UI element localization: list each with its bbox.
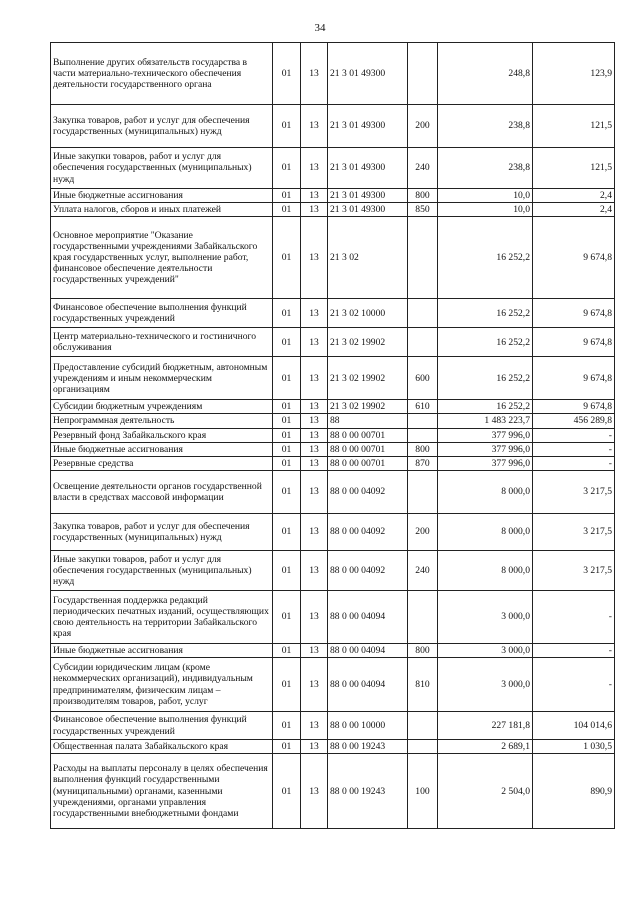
table-row — [51, 414, 615, 428]
row-target-code-cell: 88 0 00 04094 — [328, 643, 408, 657]
table-row — [51, 442, 615, 456]
row-actual-value-cell: 3 217,5 — [533, 550, 615, 590]
row-section-cell: 01 — [273, 400, 301, 414]
row-expense-type-cell: 240 — [408, 550, 438, 590]
row-actual-value-cell: - — [533, 658, 615, 712]
table-row — [51, 428, 615, 442]
row-expense-type-cell: 100 — [408, 754, 438, 829]
row-actual-value-cell: - — [533, 643, 615, 657]
row-name-cell: Освещение деятельности органов государственной власти в средствах массовой информации — [51, 470, 273, 513]
row-expense-type-cell: 850 — [408, 203, 438, 217]
row-subsection-cell: 13 — [301, 43, 328, 105]
row-expense-type-cell — [408, 217, 438, 299]
row-subsection-cell: 13 — [301, 740, 328, 754]
row-subsection-cell: 13 — [301, 203, 328, 217]
row-section-cell: 01 — [273, 105, 301, 148]
row-section-cell: 01 — [273, 442, 301, 456]
row-actual-value-cell: 9 674,8 — [533, 357, 615, 400]
row-actual-value-cell: 3 217,5 — [533, 513, 615, 550]
row-expense-type-cell: 800 — [408, 643, 438, 657]
row-name-cell: Резервный фонд Забайкальского края — [51, 428, 273, 442]
row-plan-value-cell: 1 483 223,7 — [438, 414, 533, 428]
row-name-cell: Закупка товаров, работ и услуг для обеспечения государственных (муниципальных) нужд — [51, 105, 273, 148]
row-subsection-cell: 13 — [301, 217, 328, 299]
row-plan-value-cell: 16 252,2 — [438, 217, 533, 299]
row-target-code-cell: 21 3 01 49300 — [328, 148, 408, 189]
row-actual-value-cell: 1 030,5 — [533, 740, 615, 754]
row-plan-value-cell: 2 689,1 — [438, 740, 533, 754]
row-plan-value-cell: 377 996,0 — [438, 442, 533, 456]
row-actual-value-cell: 890,9 — [533, 754, 615, 829]
table-row — [51, 740, 615, 754]
row-actual-value-cell: - — [533, 590, 615, 643]
row-actual-value-cell: 2,4 — [533, 203, 615, 217]
row-name-cell: Иные бюджетные ассигнования — [51, 643, 273, 657]
row-expense-type-cell — [408, 299, 438, 328]
table-row — [51, 148, 615, 189]
row-name-cell: Финансовое обеспечение выполнения функций государственных учреждений — [51, 712, 273, 740]
row-expense-type-cell: 200 — [408, 513, 438, 550]
row-actual-value-cell: - — [533, 442, 615, 456]
row-section-cell: 01 — [273, 590, 301, 643]
row-section-cell: 01 — [273, 550, 301, 590]
row-target-code-cell: 88 0 00 19243 — [328, 740, 408, 754]
row-target-code-cell: 88 0 00 04094 — [328, 658, 408, 712]
row-section-cell: 01 — [273, 328, 301, 357]
row-section-cell: 01 — [273, 658, 301, 712]
row-name-cell: Уплата налогов, сборов и иных платежей — [51, 203, 273, 217]
table-row — [51, 658, 615, 712]
row-section-cell: 01 — [273, 414, 301, 428]
row-name-cell: Закупка товаров, работ и услуг для обеспечения государственных (муниципальных) нужд — [51, 513, 273, 550]
row-plan-value-cell: 10,0 — [438, 189, 533, 203]
row-section-cell: 01 — [273, 428, 301, 442]
row-name-cell: Общественная палата Забайкальского края — [51, 740, 273, 754]
row-subsection-cell: 13 — [301, 328, 328, 357]
row-name-cell: Иные закупки товаров, работ и услуг для обеспечения государственных (муниципальных) нужд — [51, 550, 273, 590]
row-subsection-cell: 13 — [301, 148, 328, 189]
row-actual-value-cell: - — [533, 456, 615, 470]
row-name-cell: Иные закупки товаров, работ и услуг для обеспечения государственных (муниципальных) нужд — [51, 148, 273, 189]
row-expense-type-cell — [408, 328, 438, 357]
row-plan-value-cell: 2 504,0 — [438, 754, 533, 829]
row-expense-type-cell: 240 — [408, 148, 438, 189]
row-target-code-cell: 88 0 00 19243 — [328, 754, 408, 829]
table-row — [51, 217, 615, 299]
row-subsection-cell: 13 — [301, 643, 328, 657]
row-target-code-cell: 88 0 00 00701 — [328, 442, 408, 456]
row-plan-value-cell: 8 000,0 — [438, 470, 533, 513]
row-subsection-cell: 13 — [301, 442, 328, 456]
row-section-cell: 01 — [273, 712, 301, 740]
row-name-cell: Резервные средства — [51, 456, 273, 470]
row-expense-type-cell: 800 — [408, 442, 438, 456]
row-subsection-cell: 13 — [301, 550, 328, 590]
row-plan-value-cell: 10,0 — [438, 203, 533, 217]
row-actual-value-cell: - — [533, 428, 615, 442]
row-name-cell: Центр материально-технического и гостиничного обслуживания — [51, 328, 273, 357]
row-name-cell: Государственная поддержка редакций периодических печатных изданий, осуществляющих свою деятельность на территории Забайкальского края — [51, 590, 273, 643]
row-expense-type-cell — [408, 470, 438, 513]
row-section-cell: 01 — [273, 456, 301, 470]
row-plan-value-cell: 16 252,2 — [438, 299, 533, 328]
row-plan-value-cell: 16 252,2 — [438, 400, 533, 414]
row-section-cell: 01 — [273, 513, 301, 550]
row-name-cell: Основное мероприятие "Оказание государственными учреждениями Забайкальского края государственных услуг, выполнение работ, финансовое обеспечение деятельности государственных учреждений" — [51, 217, 273, 299]
row-actual-value-cell: 123,9 — [533, 43, 615, 105]
row-expense-type-cell — [408, 428, 438, 442]
row-plan-value-cell: 248,8 — [438, 43, 533, 105]
row-name-cell: Предоставление субсидий бюджетным, автономным учреждениям и иным некоммерческим организациям — [51, 357, 273, 400]
table-row — [51, 470, 615, 513]
table-row — [51, 456, 615, 470]
row-actual-value-cell: 9 674,8 — [533, 400, 615, 414]
row-target-code-cell: 21 3 02 19902 — [328, 400, 408, 414]
row-subsection-cell: 13 — [301, 189, 328, 203]
row-subsection-cell: 13 — [301, 428, 328, 442]
row-expense-type-cell — [408, 414, 438, 428]
row-target-code-cell: 88 0 00 04094 — [328, 590, 408, 643]
table-row — [51, 299, 615, 328]
row-name-cell: Субсидии бюджетным учреждениям — [51, 400, 273, 414]
row-subsection-cell: 13 — [301, 299, 328, 328]
table-row — [51, 643, 615, 657]
row-plan-value-cell: 3 000,0 — [438, 658, 533, 712]
row-plan-value-cell: 8 000,0 — [438, 513, 533, 550]
row-subsection-cell: 13 — [301, 400, 328, 414]
row-section-cell: 01 — [273, 740, 301, 754]
row-plan-value-cell: 238,8 — [438, 148, 533, 189]
row-actual-value-cell: 456 289,8 — [533, 414, 615, 428]
row-actual-value-cell: 9 674,8 — [533, 328, 615, 357]
row-target-code-cell: 21 3 01 49300 — [328, 43, 408, 105]
row-actual-value-cell: 121,5 — [533, 105, 615, 148]
row-expense-type-cell: 610 — [408, 400, 438, 414]
table-row — [51, 189, 615, 203]
row-name-cell: Иные бюджетные ассигнования — [51, 442, 273, 456]
row-target-code-cell: 21 3 02 19902 — [328, 328, 408, 357]
row-subsection-cell: 13 — [301, 513, 328, 550]
row-actual-value-cell: 3 217,5 — [533, 470, 615, 513]
row-name-cell: Непрограммная деятельность — [51, 414, 273, 428]
row-actual-value-cell: 2,4 — [533, 189, 615, 203]
row-target-code-cell: 88 0 00 00701 — [328, 428, 408, 442]
row-subsection-cell: 13 — [301, 357, 328, 400]
row-plan-value-cell: 16 252,2 — [438, 357, 533, 400]
row-section-cell: 01 — [273, 470, 301, 513]
row-target-code-cell: 88 0 00 10000 — [328, 712, 408, 740]
row-section-cell: 01 — [273, 357, 301, 400]
row-target-code-cell: 88 0 00 00701 — [328, 456, 408, 470]
row-actual-value-cell: 9 674,8 — [533, 217, 615, 299]
row-name-cell: Иные бюджетные ассигнования — [51, 189, 273, 203]
table-row — [51, 754, 615, 829]
row-subsection-cell: 13 — [301, 590, 328, 643]
table-row — [51, 357, 615, 400]
page-number: 34 — [314, 22, 326, 34]
row-expense-type-cell — [408, 590, 438, 643]
row-plan-value-cell: 238,8 — [438, 105, 533, 148]
row-plan-value-cell: 3 000,0 — [438, 590, 533, 643]
row-expense-type-cell — [408, 740, 438, 754]
row-subsection-cell: 13 — [301, 754, 328, 829]
row-subsection-cell: 13 — [301, 105, 328, 148]
row-actual-value-cell: 9 674,8 — [533, 299, 615, 328]
row-subsection-cell: 13 — [301, 456, 328, 470]
row-target-code-cell: 88 0 00 04092 — [328, 470, 408, 513]
row-expense-type-cell: 600 — [408, 357, 438, 400]
row-target-code-cell: 21 3 02 10000 — [328, 299, 408, 328]
row-name-cell: Выполнение других обязательств государства в части материально-технического обеспечения деятельности государственного органа — [51, 43, 273, 105]
row-plan-value-cell: 8 000,0 — [438, 550, 533, 590]
row-expense-type-cell — [408, 712, 438, 740]
table-row — [51, 203, 615, 217]
row-plan-value-cell: 377 996,0 — [438, 428, 533, 442]
budget-table — [50, 42, 615, 829]
row-section-cell: 01 — [273, 643, 301, 657]
row-name-cell: Субсидии юридическим лицам (кроме некоммерческих организаций), индивидуальным предпринимателям, физическим лицам – производителям товаров, работ, услуг — [51, 658, 273, 712]
row-target-code-cell: 88 — [328, 414, 408, 428]
table-row — [51, 513, 615, 550]
budget-table-body — [51, 43, 615, 829]
row-section-cell: 01 — [273, 299, 301, 328]
table-row — [51, 712, 615, 740]
row-name-cell: Финансовое обеспечение выполнения функций государственных учреждений — [51, 299, 273, 328]
row-target-code-cell: 88 0 00 04092 — [328, 550, 408, 590]
row-plan-value-cell: 377 996,0 — [438, 456, 533, 470]
table-row — [51, 105, 615, 148]
row-plan-value-cell: 227 181,8 — [438, 712, 533, 740]
table-row — [51, 43, 615, 105]
row-expense-type-cell: 800 — [408, 189, 438, 203]
row-section-cell: 01 — [273, 217, 301, 299]
row-actual-value-cell: 104 014,6 — [533, 712, 615, 740]
table-row — [51, 328, 615, 357]
row-target-code-cell: 21 3 01 49300 — [328, 105, 408, 148]
row-section-cell: 01 — [273, 754, 301, 829]
row-subsection-cell: 13 — [301, 658, 328, 712]
row-subsection-cell: 13 — [301, 414, 328, 428]
row-name-cell: Расходы на выплаты персоналу в целях обеспечения выполнения функций государственными (муниципальными) органами, казенными учреждениями, органами управления государственными внебюджетными фондами — [51, 754, 273, 829]
row-plan-value-cell: 3 000,0 — [438, 643, 533, 657]
row-expense-type-cell: 810 — [408, 658, 438, 712]
table-row — [51, 400, 615, 414]
row-subsection-cell: 13 — [301, 470, 328, 513]
row-plan-value-cell: 16 252,2 — [438, 328, 533, 357]
row-target-code-cell: 21 3 01 49300 — [328, 203, 408, 217]
row-expense-type-cell — [408, 43, 438, 105]
row-section-cell: 01 — [273, 43, 301, 105]
row-target-code-cell: 21 3 01 49300 — [328, 189, 408, 203]
row-target-code-cell: 88 0 00 04092 — [328, 513, 408, 550]
row-actual-value-cell: 121,5 — [533, 148, 615, 189]
row-section-cell: 01 — [273, 203, 301, 217]
row-section-cell: 01 — [273, 189, 301, 203]
row-section-cell: 01 — [273, 148, 301, 189]
row-target-code-cell: 21 3 02 19902 — [328, 357, 408, 400]
row-expense-type-cell: 870 — [408, 456, 438, 470]
row-expense-type-cell: 200 — [408, 105, 438, 148]
table-row — [51, 590, 615, 643]
row-subsection-cell: 13 — [301, 712, 328, 740]
table-row — [51, 550, 615, 590]
row-target-code-cell: 21 3 02 — [328, 217, 408, 299]
